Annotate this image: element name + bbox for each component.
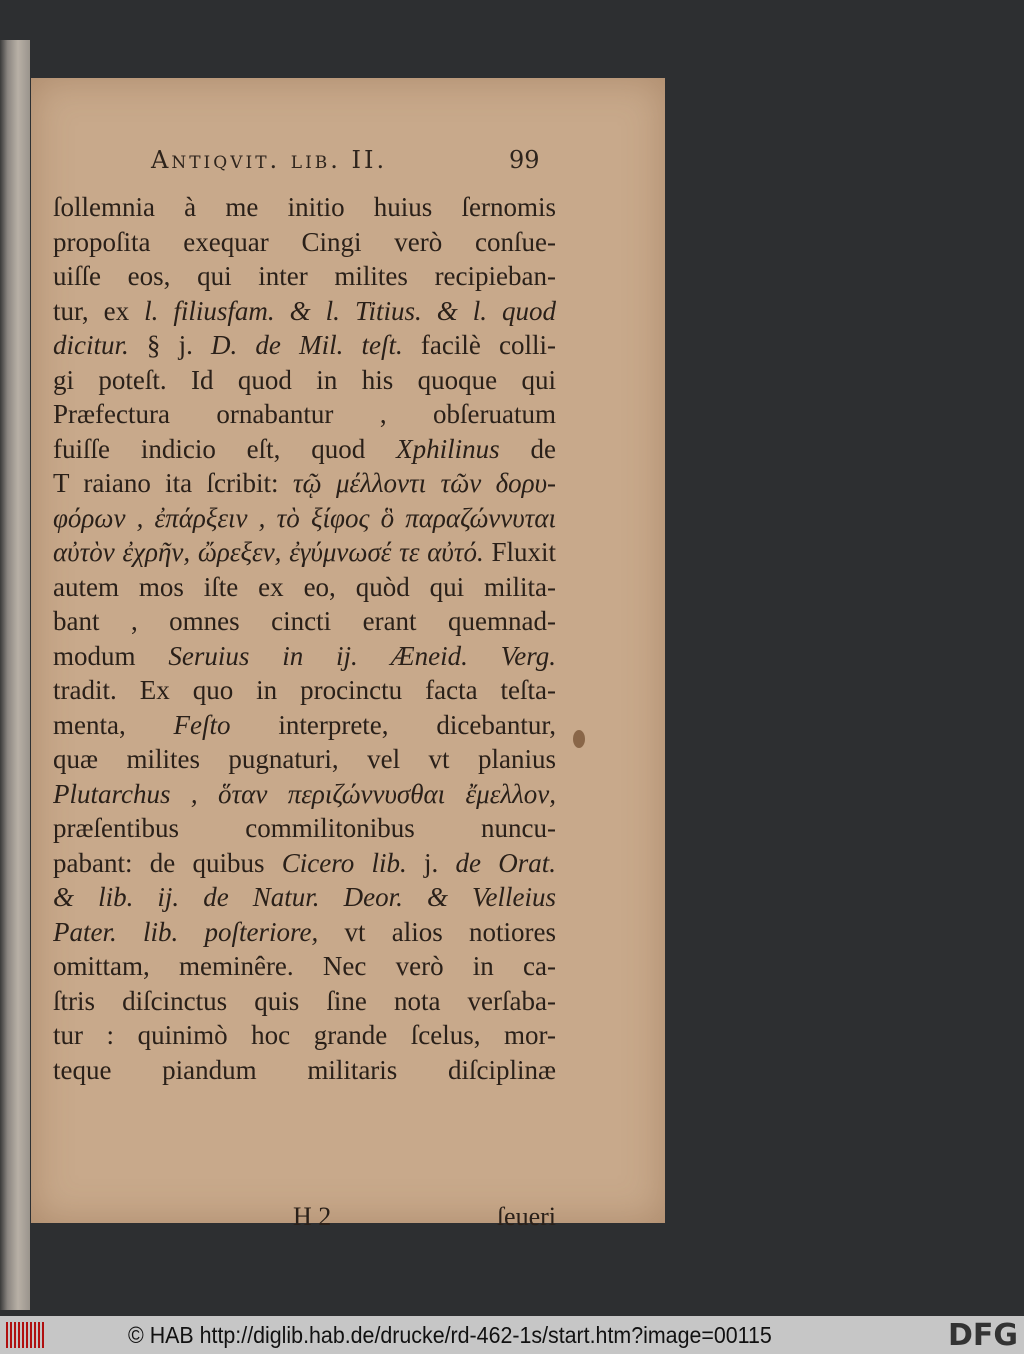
text-segment: Fluxit: [483, 537, 556, 567]
text-line: [53, 397, 556, 432]
running-head: Antiqvit. lib. II.: [151, 146, 388, 174]
text-segment: j.: [406, 847, 456, 878]
text-line: [53, 984, 556, 1019]
adjacent-page-edge: [0, 40, 30, 1310]
text-line: [53, 915, 556, 950]
text-line: [53, 432, 556, 467]
italic-text-segment: & lib. ij. de Natur. Deor. & Velleius: [53, 882, 556, 912]
italic-text-segment: φόρων , ἐπάρξειν , τὸ ξίφος ὃ παραζώννυται: [53, 502, 556, 533]
text-line: [53, 259, 556, 294]
italic-text-segment: τῷ μέλλοντι τῶν δορυ-: [292, 468, 556, 498]
signature-mark: H 2: [293, 1202, 332, 1231]
italic-text-segment: Xphilinus: [396, 433, 500, 464]
italic-text-segment: l. filiusfam. & l. Titius. & l. quod: [144, 295, 556, 326]
text-line: [53, 811, 556, 846]
text-segment: tradit. Ex quo in procinctu facta teſta-: [53, 675, 556, 705]
text-line: [53, 1053, 556, 1088]
text-segment: Præfectura ornabantur , obſeruatum: [53, 399, 556, 429]
paper-stain: [573, 730, 585, 748]
text-segment: T raiano ita ſcribit:: [53, 468, 293, 498]
italic-text-segment: Pater. lib. poſteriore,: [53, 916, 319, 947]
text-segment: modum: [53, 640, 169, 671]
text-line: [53, 846, 556, 881]
text-line: [53, 190, 556, 225]
text-segment: fuiſſe indicio eſt, quod: [53, 433, 397, 464]
text-segment: de: [499, 433, 556, 464]
text-line: [53, 742, 556, 777]
text-segment: bant , omnes cincti erant quemnad-: [53, 606, 556, 636]
italic-text-segment: Seruius in ij. Æneid. Verg.: [168, 640, 556, 671]
text-line: [53, 673, 556, 708]
text-line: [53, 535, 556, 570]
text-line: [53, 777, 556, 812]
text-segment: gi poteſt. Id quod in his quoque qui: [53, 364, 556, 395]
text-segment: § j.: [128, 330, 212, 360]
text-line: [53, 363, 556, 398]
text-segment: tur : quinimò hoc grande ſcelus, mor-: [53, 1020, 556, 1050]
text-segment: præſentibus commilitonibus nuncu-: [53, 813, 556, 843]
text-segment: tur, ex: [53, 295, 145, 326]
copyright-link[interactable]: © HAB http://diglib.hab.de/drucke/rd-462-1s/start.htm?image=00115: [128, 1322, 772, 1348]
text-line: [53, 604, 556, 639]
text-line: [53, 466, 556, 501]
text-line: [53, 328, 556, 363]
footer-bar: [0, 1316, 1024, 1354]
text-segment: vt alios notiores: [318, 916, 556, 947]
text-line: [53, 501, 556, 536]
page-number: 99: [509, 146, 540, 174]
text-line: [53, 639, 556, 674]
text-line: [53, 294, 556, 329]
hab-logo-icon: [6, 1322, 46, 1348]
italic-text-segment: Cicero lib.: [281, 847, 407, 878]
text-line: [53, 949, 556, 984]
italic-text-segment: Plutarchus , ὅταν περιζώννυσθαι ἔμελλον,: [53, 778, 556, 809]
italic-text-segment: αὐτὸν ἐχρῆν, ὤρεξεν, ἐγύμνωσέ τε αὐτό.: [53, 537, 484, 567]
page-footer-line: [53, 1200, 556, 1234]
text-segment: quæ milites pugnaturi, vel vt planius: [53, 744, 556, 774]
italic-text-segment: Feſto: [173, 709, 231, 740]
text-line: [53, 225, 556, 260]
text-segment: facilè colli-: [402, 330, 556, 360]
text-segment: menta,: [53, 709, 174, 740]
text-segment: interprete, dicebantur,: [230, 709, 556, 740]
text-segment: ſollemnia à me initio huius ſernomis: [53, 192, 556, 222]
italic-text-segment: de Orat.: [455, 847, 556, 878]
dfg-logo: DFG: [947, 1318, 1018, 1353]
text-line: [53, 1018, 556, 1053]
text-line: [53, 708, 556, 743]
text-line: [53, 880, 556, 915]
italic-text-segment: dicitur.: [53, 330, 129, 360]
text-segment: uiſſe eos, qui inter milites recipieban-: [53, 261, 556, 291]
text-segment: ſtris diſcinctus quis ſine nota verſaba-: [53, 985, 556, 1016]
text-segment: teque piandum militaris diſciplinæ: [53, 1054, 556, 1085]
italic-text-segment: D. de Mil. teſt.: [211, 330, 403, 360]
catchword: ſeueri: [496, 1202, 556, 1231]
text-segment: propoſita exequar Cingi verò conſue-: [53, 226, 556, 257]
text-segment: pabant: de quibus: [53, 847, 282, 878]
text-segment: omittam, meminêre. Nec verò in ca-: [53, 951, 556, 981]
book-page: [31, 78, 665, 1231]
text-segment: autem mos iſte ex eo, quòd qui milita-: [53, 571, 556, 602]
text-line: [53, 570, 556, 605]
body-text: [53, 190, 556, 1231]
